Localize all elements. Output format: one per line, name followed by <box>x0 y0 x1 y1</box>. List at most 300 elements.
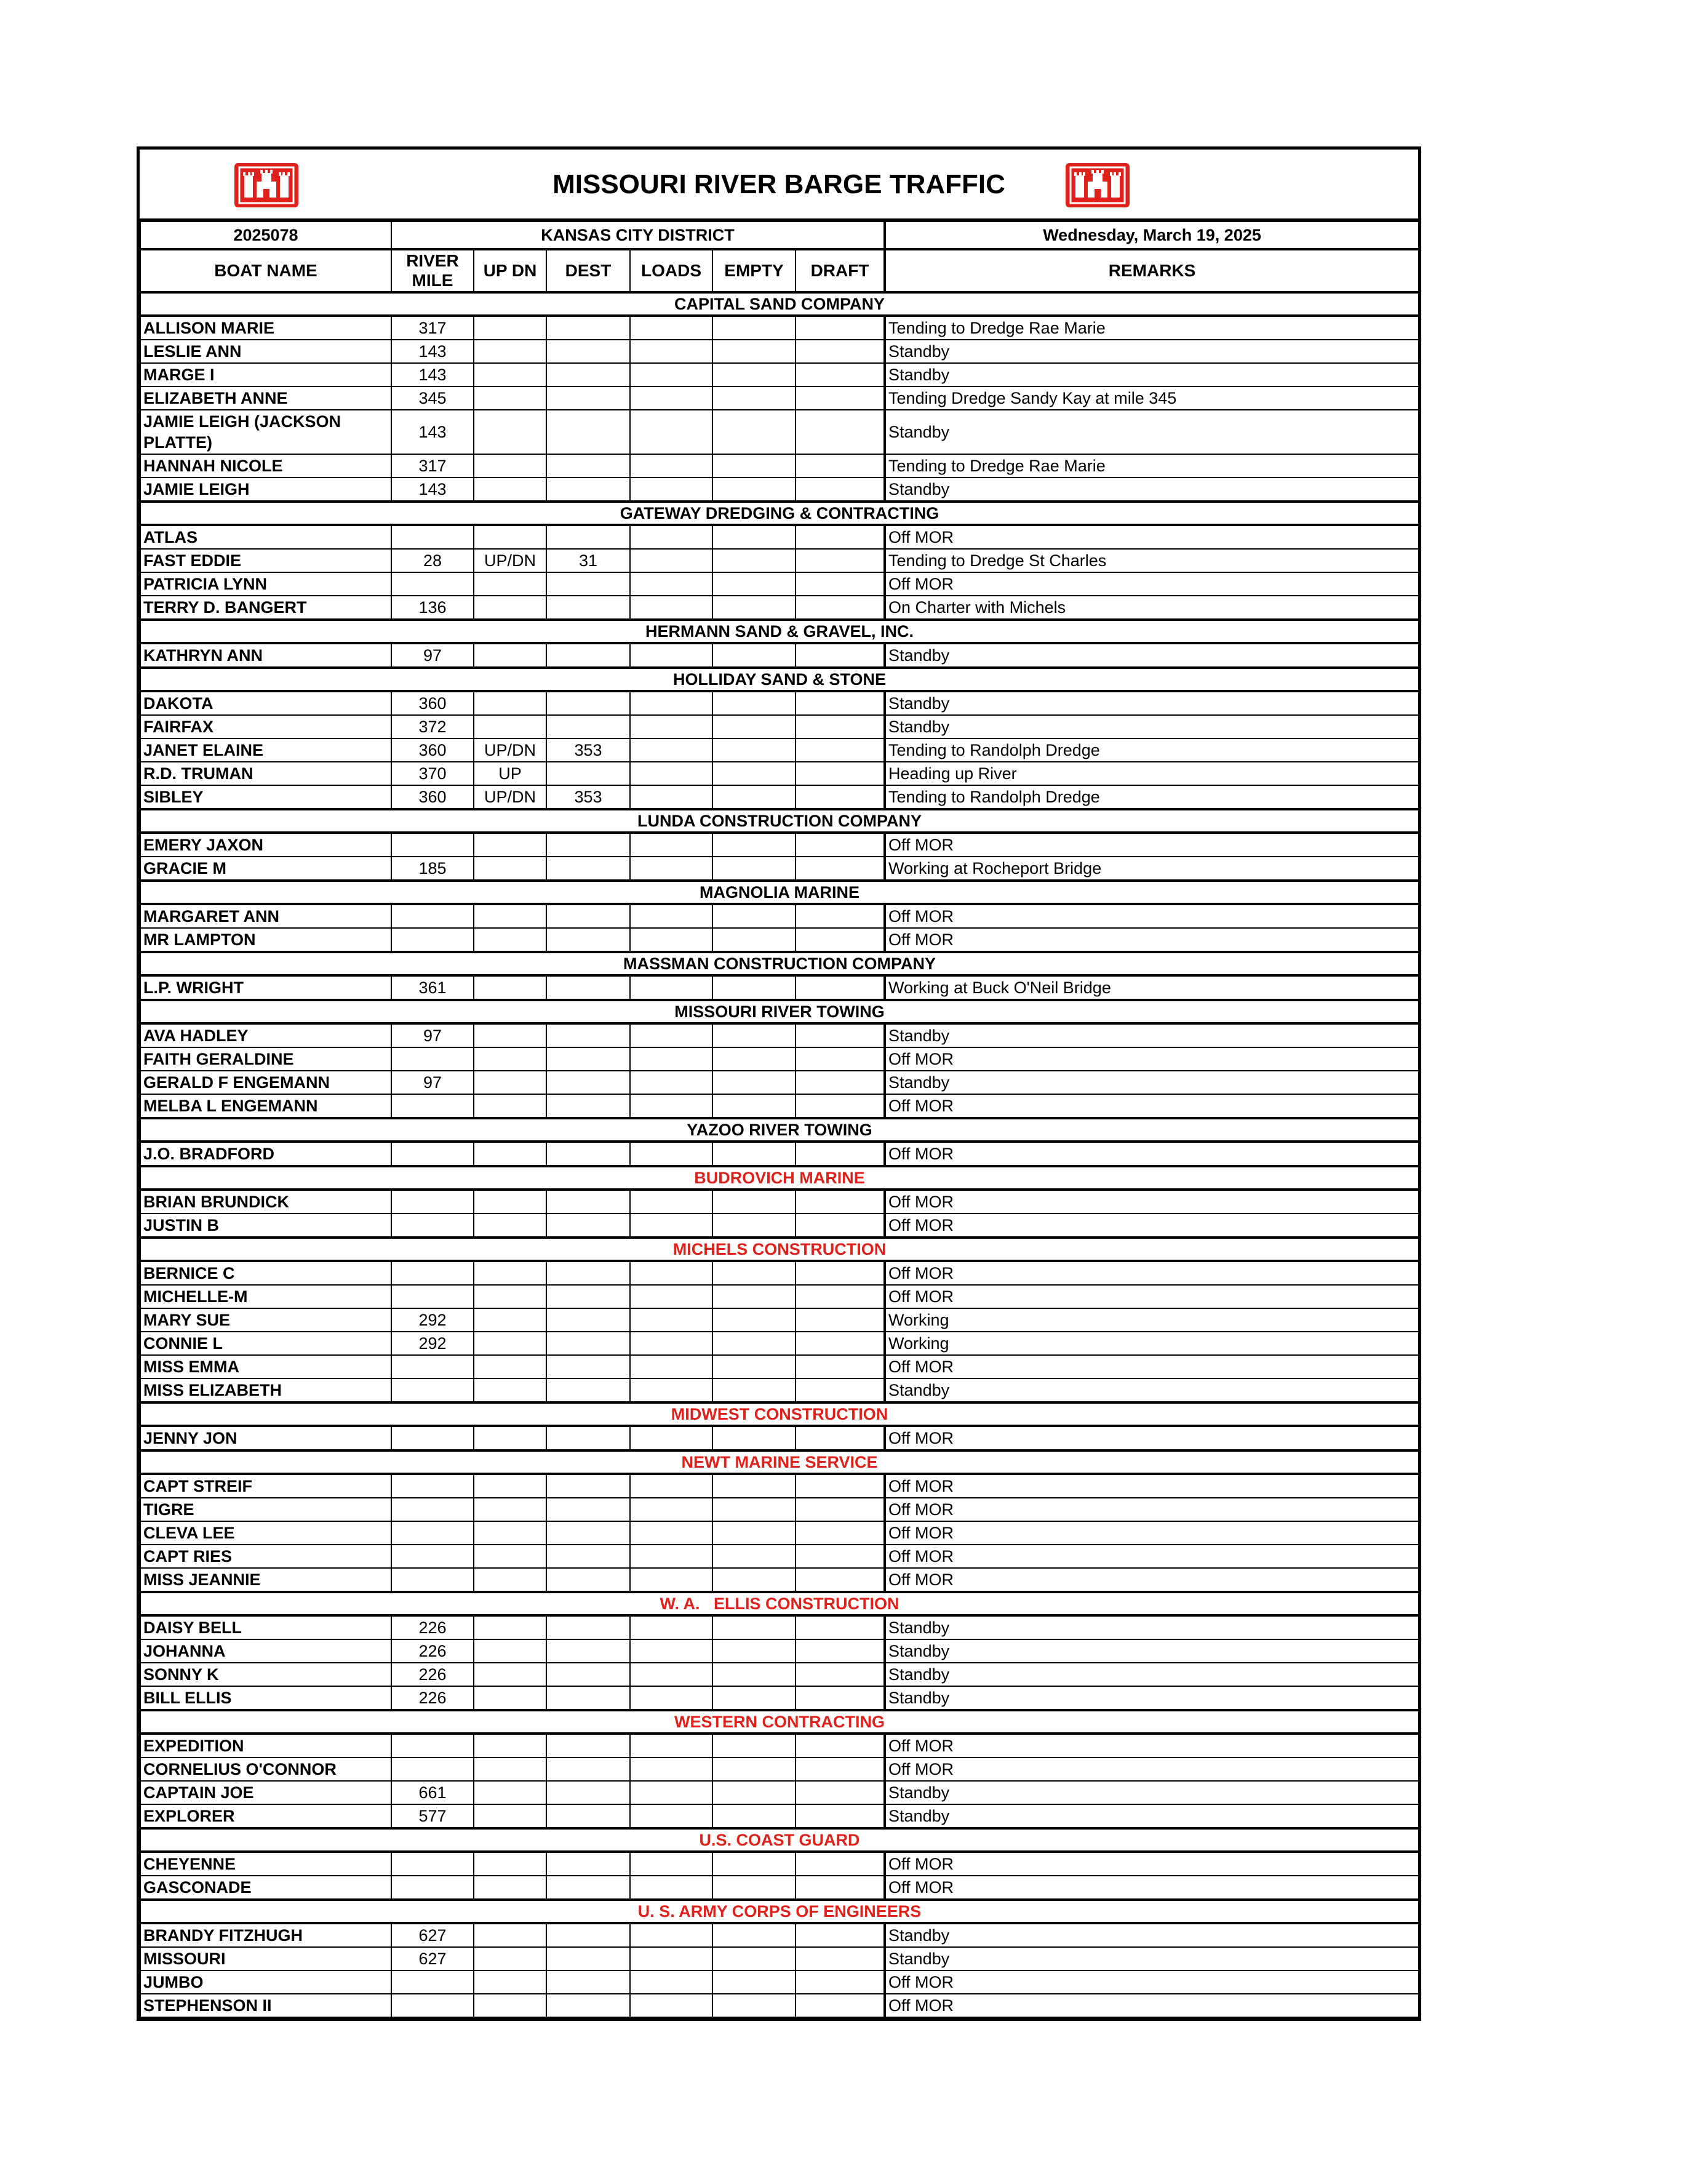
draft <box>796 833 885 857</box>
draft <box>796 454 885 478</box>
dest <box>546 1142 630 1166</box>
boat-row <box>140 1734 1419 1758</box>
draft <box>796 975 885 1000</box>
up-dn <box>474 1970 546 1994</box>
river-mile: 627 <box>391 1947 474 1970</box>
loads <box>630 1378 712 1402</box>
boat-row <box>140 1378 1419 1402</box>
draft <box>796 1023 885 1047</box>
draft <box>796 549 885 572</box>
company-section-row <box>140 292 1419 316</box>
empty <box>712 572 796 596</box>
draft <box>796 1852 885 1876</box>
boat-name: DAISY BELL <box>140 1615 391 1639</box>
up-dn: UP/DN <box>474 549 546 572</box>
empty <box>712 1261 796 1285</box>
boat-row <box>140 715 1419 738</box>
dest <box>546 1781 630 1804</box>
up-dn <box>474 1498 546 1521</box>
draft <box>796 1947 885 1970</box>
remarks: Standby <box>885 340 1419 363</box>
empty <box>712 1663 796 1686</box>
remarks: Tending Dredge Sandy Kay at mile 345 <box>885 386 1419 410</box>
remarks: Off MOR <box>885 1142 1419 1166</box>
boat-row <box>140 549 1419 572</box>
boat-name: EXPEDITION <box>140 1734 391 1758</box>
loads <box>630 1876 712 1900</box>
river-mile <box>391 1378 474 1402</box>
up-dn <box>474 928 546 952</box>
boat-name: PATRICIA LYNN <box>140 572 391 596</box>
remarks: Off MOR <box>885 1545 1419 1568</box>
loads <box>630 1047 712 1071</box>
remarks: Off MOR <box>885 904 1419 928</box>
remarks: Standby <box>885 1947 1419 1970</box>
boat-name: JAMIE LEIGH <box>140 478 391 502</box>
loads <box>630 1639 712 1663</box>
up-dn <box>474 596 546 620</box>
boat-row <box>140 1047 1419 1071</box>
boat-name: EMERY JAXON <box>140 833 391 857</box>
company-name: MASSMAN CONSTRUCTION COMPANY <box>140 952 1419 975</box>
company-section-row <box>140 1000 1419 1023</box>
draft <box>796 572 885 596</box>
remarks: Off MOR <box>885 525 1419 549</box>
boat-row <box>140 1876 1419 1900</box>
empty <box>712 1071 796 1094</box>
boat-row <box>140 1545 1419 1568</box>
remarks: Standby <box>885 1686 1419 1710</box>
boat-row <box>140 1332 1419 1355</box>
company-section-row <box>140 1828 1419 1852</box>
company-name: NEWT MARINE SERVICE <box>140 1450 1419 1474</box>
draft <box>796 1308 885 1332</box>
district-name: KANSAS CITY DISTRICT <box>391 222 885 249</box>
empty <box>712 1214 796 1238</box>
empty <box>712 1498 796 1521</box>
remarks: Off MOR <box>885 1285 1419 1308</box>
empty <box>712 1332 796 1355</box>
boat-row <box>140 1568 1419 1592</box>
remarks: Tending to Randolph Dredge <box>885 738 1419 762</box>
remarks: Standby <box>885 410 1419 454</box>
boat-name: ATLAS <box>140 525 391 549</box>
info-row <box>140 222 1419 249</box>
dest <box>546 1214 630 1238</box>
empty <box>712 316 796 340</box>
draft <box>796 1498 885 1521</box>
boat-name: ALLISON MARIE <box>140 316 391 340</box>
draft <box>796 1285 885 1308</box>
river-mile: 292 <box>391 1308 474 1332</box>
up-dn <box>474 857 546 881</box>
remarks: Standby <box>885 1781 1419 1804</box>
boat-row <box>140 738 1419 762</box>
draft <box>796 1758 885 1781</box>
loads <box>630 1545 712 1568</box>
company-name: MICHELS CONSTRUCTION <box>140 1238 1419 1261</box>
draft <box>796 410 885 454</box>
loads <box>630 1758 712 1781</box>
dest <box>546 410 630 454</box>
dest <box>546 975 630 1000</box>
loads <box>630 340 712 363</box>
empty <box>712 1308 796 1332</box>
empty <box>712 904 796 928</box>
company-section-row <box>140 952 1419 975</box>
up-dn <box>474 1190 546 1214</box>
loads <box>630 715 712 738</box>
remarks: Tending to Dredge Rae Marie <box>885 454 1419 478</box>
remarks: Off MOR <box>885 1474 1419 1498</box>
company-section-row <box>140 1450 1419 1474</box>
empty <box>712 1639 796 1663</box>
boat-name: CAPTAIN JOE <box>140 1781 391 1804</box>
up-dn <box>474 1686 546 1710</box>
up-dn <box>474 1521 546 1545</box>
boat-name: JANET ELAINE <box>140 738 391 762</box>
up-dn <box>474 1261 546 1285</box>
company-name: W. A. ELLIS CONSTRUCTION <box>140 1592 1419 1615</box>
up-dn <box>474 1332 546 1355</box>
company-name: U.S. COAST GUARD <box>140 1828 1419 1852</box>
boat-row <box>140 785 1419 809</box>
col-header-remarks: REMARKS <box>885 249 1419 292</box>
boat-row <box>140 857 1419 881</box>
draft <box>796 1355 885 1378</box>
empty <box>712 1355 796 1378</box>
boat-row <box>140 1285 1419 1308</box>
up-dn <box>474 904 546 928</box>
empty <box>712 454 796 478</box>
remarks: Standby <box>885 1663 1419 1686</box>
empty <box>712 1285 796 1308</box>
boat-row <box>140 1071 1419 1094</box>
boat-name: SIBLEY <box>140 785 391 809</box>
boat-row <box>140 762 1419 785</box>
dest <box>546 904 630 928</box>
empty <box>712 340 796 363</box>
boat-row <box>140 386 1419 410</box>
remarks: On Charter with Michels <box>885 596 1419 620</box>
company-name: WESTERN CONTRACTING <box>140 1710 1419 1734</box>
up-dn: UP <box>474 762 546 785</box>
remarks: Working <box>885 1308 1419 1332</box>
river-mile: 136 <box>391 596 474 620</box>
up-dn <box>474 1094 546 1118</box>
river-mile: 97 <box>391 1071 474 1094</box>
boat-name: MARY SUE <box>140 1308 391 1332</box>
loads <box>630 363 712 386</box>
boat-row <box>140 1758 1419 1781</box>
boat-name: JUMBO <box>140 1970 391 1994</box>
loads <box>630 1023 712 1047</box>
draft <box>796 1568 885 1592</box>
boat-row <box>140 691 1419 715</box>
draft <box>796 1474 885 1498</box>
remarks: Off MOR <box>885 1521 1419 1545</box>
draft <box>796 478 885 502</box>
loads <box>630 1474 712 1498</box>
remarks: Off MOR <box>885 1876 1419 1900</box>
empty <box>712 1686 796 1710</box>
company-section-row <box>140 620 1419 643</box>
dest <box>546 340 630 363</box>
loads <box>630 1734 712 1758</box>
remarks: Working <box>885 1332 1419 1355</box>
remarks: Off MOR <box>885 572 1419 596</box>
river-mile: 360 <box>391 738 474 762</box>
company-section-row <box>140 1592 1419 1615</box>
loads <box>630 1947 712 1970</box>
up-dn <box>474 1804 546 1828</box>
empty <box>712 1545 796 1568</box>
loads <box>630 1521 712 1545</box>
boat-name: LESLIE ANN <box>140 340 391 363</box>
company-section-row <box>140 881 1419 904</box>
draft <box>796 1214 885 1238</box>
boat-row <box>140 1190 1419 1214</box>
column-header-row <box>140 249 1419 292</box>
title-row <box>140 150 1418 221</box>
draft <box>796 1332 885 1355</box>
boat-name: JENNY JON <box>140 1426 391 1450</box>
river-mile <box>391 1734 474 1758</box>
remarks: Standby <box>885 715 1419 738</box>
up-dn <box>474 643 546 668</box>
river-mile <box>391 1474 474 1498</box>
remarks: Off MOR <box>885 833 1419 857</box>
boat-row <box>140 1970 1419 1994</box>
draft <box>796 1378 885 1402</box>
loads <box>630 1261 712 1285</box>
company-name: HOLLIDAY SAND & STONE <box>140 668 1419 691</box>
up-dn <box>474 1923 546 1947</box>
company-section-row <box>140 1900 1419 1923</box>
up-dn <box>474 1071 546 1094</box>
loads <box>630 1094 712 1118</box>
empty <box>712 738 796 762</box>
loads <box>630 1142 712 1166</box>
remarks: Standby <box>885 1023 1419 1047</box>
dest <box>546 1545 630 1568</box>
empty <box>712 1094 796 1118</box>
river-mile <box>391 1190 474 1214</box>
loads <box>630 1426 712 1450</box>
boat-name: STEPHENSON II <box>140 1994 391 2017</box>
river-mile: 345 <box>391 386 474 410</box>
remarks: Working at Rocheport Bridge <box>885 857 1419 881</box>
remarks: Off MOR <box>885 1094 1419 1118</box>
draft <box>796 1923 885 1947</box>
loads <box>630 833 712 857</box>
up-dn <box>474 1285 546 1308</box>
river-mile <box>391 1426 474 1450</box>
boat-name: CHEYENNE <box>140 1852 391 1876</box>
remarks: Off MOR <box>885 1758 1419 1781</box>
remarks: Off MOR <box>885 1261 1419 1285</box>
river-mile: 661 <box>391 1781 474 1804</box>
loads <box>630 785 712 809</box>
boat-name: MARGARET ANN <box>140 904 391 928</box>
boat-row <box>140 1094 1419 1118</box>
boat-name: BRIAN BRUNDICK <box>140 1190 391 1214</box>
boat-name: SONNY K <box>140 1663 391 1686</box>
boat-name: DAKOTA <box>140 691 391 715</box>
dest <box>546 1663 630 1686</box>
boat-name: MISSOURI <box>140 1947 391 1970</box>
dest <box>546 1498 630 1521</box>
river-mile: 372 <box>391 715 474 738</box>
boat-name: BERNICE C <box>140 1261 391 1285</box>
boat-row <box>140 410 1419 454</box>
river-mile: 226 <box>391 1639 474 1663</box>
loads <box>630 454 712 478</box>
loads <box>630 762 712 785</box>
draft <box>796 1190 885 1214</box>
boat-row <box>140 1142 1419 1166</box>
company-section-row <box>140 1238 1419 1261</box>
remarks: Off MOR <box>885 1568 1419 1592</box>
river-mile <box>391 1970 474 1994</box>
river-mile <box>391 1568 474 1592</box>
dest <box>546 691 630 715</box>
company-name: CAPITAL SAND COMPANY <box>140 292 1419 316</box>
loads <box>630 691 712 715</box>
river-mile: 28 <box>391 549 474 572</box>
empty <box>712 975 796 1000</box>
up-dn <box>474 833 546 857</box>
river-mile: 627 <box>391 1923 474 1947</box>
dest <box>546 1615 630 1639</box>
boat-row <box>140 1355 1419 1378</box>
river-mile: 97 <box>391 643 474 668</box>
boat-row <box>140 525 1419 549</box>
loads <box>630 410 712 454</box>
remarks: Heading up River <box>885 762 1419 785</box>
col-header-river-mile: RIVER MILE <box>391 249 474 292</box>
loads <box>630 928 712 952</box>
remarks: Off MOR <box>885 1426 1419 1450</box>
boat-row <box>140 1426 1419 1450</box>
boat-name: FAST EDDIE <box>140 549 391 572</box>
page-title: MISSOURI RIVER BARGE TRAFFIC <box>552 169 1005 199</box>
dest <box>546 1094 630 1118</box>
river-mile <box>391 833 474 857</box>
boat-name: GRACIE M <box>140 857 391 881</box>
boat-name: JAMIE LEIGH (JACKSON PLATTE) <box>140 410 391 454</box>
boat-name: MISS ELIZABETH <box>140 1378 391 1402</box>
remarks: Working at Buck O'Neil Bridge <box>885 975 1419 1000</box>
empty <box>712 1923 796 1947</box>
draft <box>796 715 885 738</box>
up-dn <box>474 691 546 715</box>
boat-row <box>140 1214 1419 1238</box>
dest <box>546 1686 630 1710</box>
draft <box>796 1781 885 1804</box>
boat-name: TIGRE <box>140 1498 391 1521</box>
river-mile: 360 <box>391 691 474 715</box>
draft <box>796 691 885 715</box>
draft <box>796 363 885 386</box>
up-dn <box>474 1947 546 1970</box>
company-name: GATEWAY DREDGING & CONTRACTING <box>140 502 1419 525</box>
boat-row <box>140 1947 1419 1970</box>
dest <box>546 643 630 668</box>
remarks: Standby <box>885 1923 1419 1947</box>
draft <box>796 1686 885 1710</box>
draft <box>796 340 885 363</box>
company-name: LUNDA CONSTRUCTION COMPANY <box>140 809 1419 833</box>
river-mile <box>391 1285 474 1308</box>
empty <box>712 410 796 454</box>
dest <box>546 1426 630 1450</box>
boat-name: JOHANNA <box>140 1639 391 1663</box>
dest <box>546 1521 630 1545</box>
remarks: Tending to Dredge St Charles <box>885 549 1419 572</box>
river-mile <box>391 928 474 952</box>
loads <box>630 1804 712 1828</box>
dest: 353 <box>546 738 630 762</box>
empty <box>712 386 796 410</box>
up-dn <box>474 975 546 1000</box>
up-dn: UP/DN <box>474 738 546 762</box>
loads <box>630 1923 712 1947</box>
empty <box>712 1852 796 1876</box>
company-name: YAZOO RIVER TOWING <box>140 1118 1419 1142</box>
up-dn <box>474 478 546 502</box>
empty <box>712 691 796 715</box>
boat-row <box>140 928 1419 952</box>
up-dn <box>474 1545 546 1568</box>
boat-row <box>140 1308 1419 1332</box>
up-dn <box>474 1355 546 1378</box>
boat-name: TERRY D. BANGERT <box>140 596 391 620</box>
up-dn <box>474 1994 546 2017</box>
dest <box>546 525 630 549</box>
empty <box>712 1758 796 1781</box>
boat-row <box>140 1498 1419 1521</box>
col-header-loads: LOADS <box>630 249 712 292</box>
company-section-row <box>140 502 1419 525</box>
dest <box>546 1332 630 1355</box>
loads <box>630 596 712 620</box>
company-section-row <box>140 668 1419 691</box>
empty <box>712 928 796 952</box>
boat-name: EXPLORER <box>140 1804 391 1828</box>
river-mile: 143 <box>391 340 474 363</box>
remarks: Off MOR <box>885 1047 1419 1071</box>
boat-row <box>140 1474 1419 1498</box>
river-mile: 143 <box>391 478 474 502</box>
up-dn <box>474 1639 546 1663</box>
empty <box>712 785 796 809</box>
barge-traffic-sheet <box>137 146 1421 2021</box>
up-dn <box>474 386 546 410</box>
draft <box>796 1734 885 1758</box>
dest <box>546 762 630 785</box>
boat-row <box>140 643 1419 668</box>
draft <box>796 1545 885 1568</box>
col-header-draft: DRAFT <box>796 249 885 292</box>
dest <box>546 1047 630 1071</box>
loads <box>630 1071 712 1094</box>
river-mile <box>391 1994 474 2017</box>
draft <box>796 386 885 410</box>
up-dn <box>474 1876 546 1900</box>
remarks: Off MOR <box>885 1190 1419 1214</box>
empty <box>712 1521 796 1545</box>
